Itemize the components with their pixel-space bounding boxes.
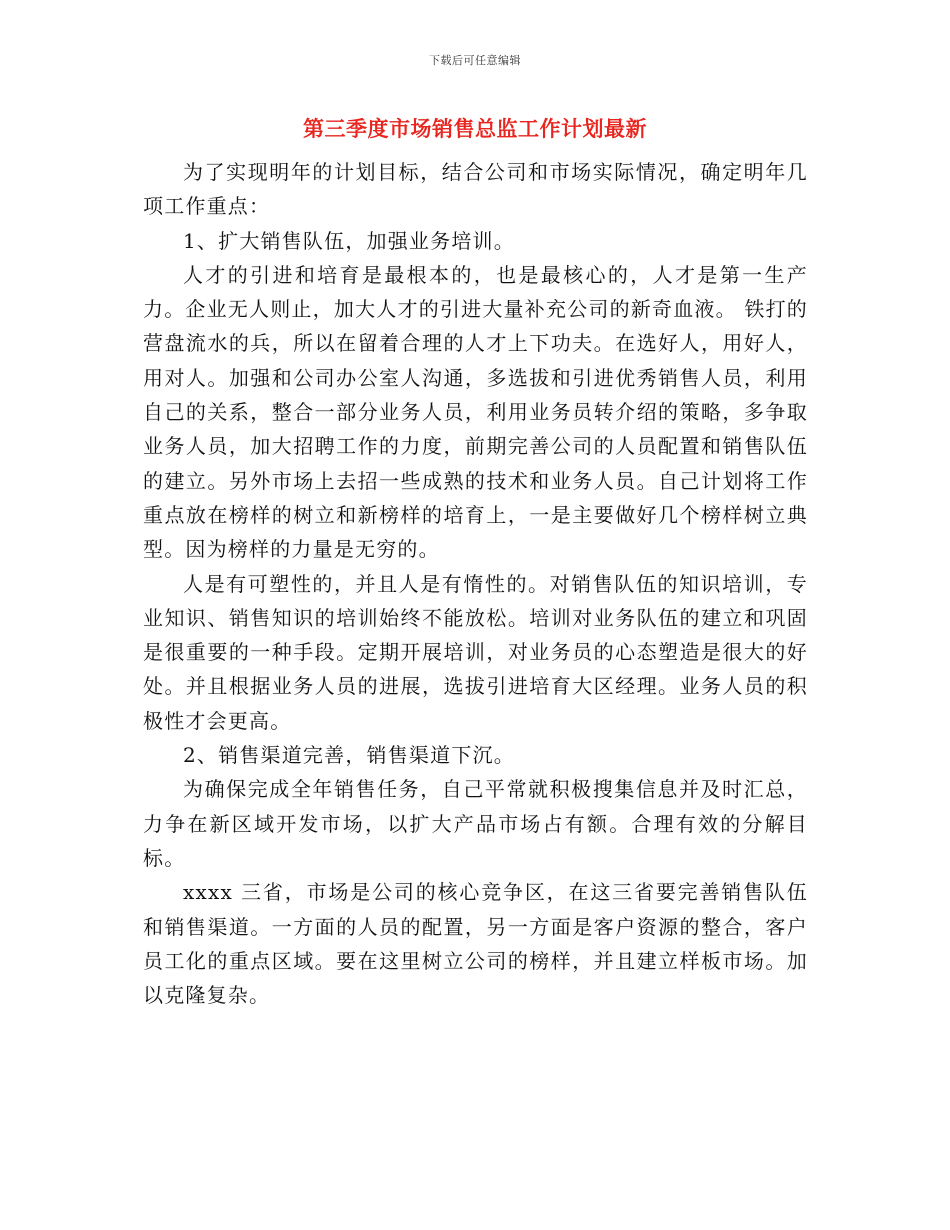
paragraph-training: 人是有可塑性的，并且人是有惰性的。对销售队伍的知识培训，专业知识、销售知识的培训始终不能放松。培训对业务队伍的建立和巩固是很重要的一种手段。定期开展培训，对业务员的心态塑造是很大的好处。并且根据业务人员的进展，选拔引进培育大区经理。业务人员的积极性才会更高。	[143, 571, 808, 733]
document-body	[143, 155, 808, 1012]
paragraph-three-provinces: xxxx 三省，市场是公司的核心竞争区，在这三省要完善销售队伍和销售渠道。一方面的人员的配置，另一方面是客户资源的整合，客户员工化的重点区域。要在这里树立公司的榜样，并且建立样板市场。加以克隆复杂。	[143, 880, 808, 1008]
paragraph-heading-2: 2、销售渠道完善，销售渠道下沉。	[183, 743, 515, 768]
header-note: 下载后可任意编辑	[429, 54, 521, 67]
paragraph-intro: 为了实现明年的计划目标，结合公司和市场实际情况，确定明年几项工作重点：	[143, 160, 808, 219]
paragraph-talent: 人才的引进和培育是最根本的，也是最核心的，人才是第一生产力。企业无人则止，加大人才的引进大量补充公司的新奇血液。 铁打的营盘流水的兵，所以在留着合理的人才上下功夫。在选好人，用好人，用对人。加强和公司办公室人沟通，多选拔和引进优秀销售人员，利用自己的关系，整合一部分业务人员，利用业务员转介绍的策略，多争取业务人员，加大招聘工作的力度，前期完善公司的人员配置和销售队伍的建立。另外市场上去招一些成熟的技术和业务人员。自己计划将工作重点放在榜样的树立和新榜样的培育上，一是主要做好几个榜样树立典型。因为榜样的力量是无穷的。	[143, 262, 808, 562]
paragraph-heading-1: 1、扩大销售队伍，加强业务培训。	[183, 228, 515, 253]
document-title: 第三季度市场销售总监工作计划最新	[303, 117, 647, 141]
paragraph-sales-target: 为确保完成全年销售任务，自己平常就积极搜集信息并及时汇总，力争在新区域开发市场，以扩大产品市场占有额。合理有效的分解目标。	[143, 777, 808, 870]
